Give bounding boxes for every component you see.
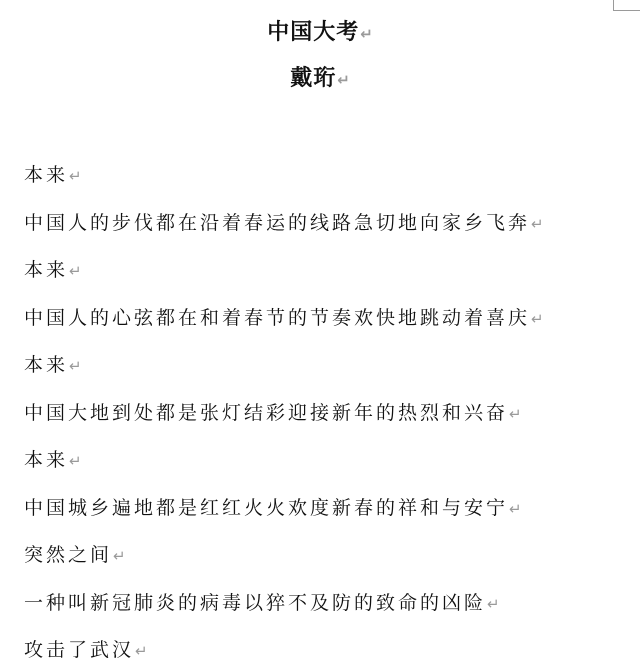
paragraph-mark-icon: ↵ (531, 310, 544, 328)
paragraph-mark-icon: ↵ (135, 642, 148, 660)
paragraph (24, 208, 544, 239)
paragraph-text: 攻击了武汉 (24, 639, 135, 661)
paragraph (24, 635, 148, 666)
paragraph (24, 350, 82, 381)
paragraph (24, 398, 522, 429)
paragraph-mark-icon: ↵ (509, 500, 522, 518)
paragraph-text: 本来 (24, 354, 69, 376)
paragraph-text: 一种叫新冠肺炎的病毒以猝不及防的致命的凶险 (24, 592, 487, 614)
paragraph (24, 303, 544, 334)
paragraph-mark-icon: ↵ (509, 405, 522, 423)
title-text: 中国大考 (267, 20, 360, 45)
document-title (0, 18, 640, 49)
paragraph (24, 493, 522, 524)
paragraph-text: 中国大地到处都是张灯结彩迎接新年的热烈和兴奋 (24, 402, 509, 424)
author-text: 戴珩 (290, 66, 337, 91)
paragraph-mark-icon: ↵ (487, 595, 500, 613)
paragraph-text: 本来 (24, 449, 69, 471)
paragraph-mark-icon: ↵ (337, 71, 350, 89)
paragraph-mark-icon: ↵ (531, 215, 544, 233)
paragraph (24, 540, 126, 571)
paragraph-text: 突然之间 (24, 544, 113, 566)
paragraph (24, 445, 82, 476)
document-author (0, 64, 640, 95)
paragraph-mark-icon: ↵ (360, 25, 373, 43)
paragraph-mark-icon: ↵ (69, 262, 82, 280)
paragraph-mark-icon: ↵ (69, 357, 82, 375)
paragraph-mark-icon: ↵ (69, 452, 82, 470)
page-corner-marker (613, 0, 640, 11)
paragraph-text: 中国城乡遍地都是红红火火欢度新春的祥和与安宁 (24, 497, 509, 519)
paragraph-text: 中国人的步伐都在沿着春运的线路急切地向家乡飞奔 (24, 212, 531, 234)
paragraph-text: 本来 (24, 164, 69, 186)
paragraph-mark-icon: ↵ (113, 547, 126, 565)
paragraph-mark-icon: ↵ (69, 167, 82, 185)
paragraph-text: 中国人的心弦都在和着春节的节奏欢快地跳动着喜庆 (24, 307, 531, 329)
paragraph-text: 本来 (24, 259, 69, 281)
paragraph (24, 588, 500, 619)
paragraph (24, 160, 82, 191)
paragraph (24, 255, 82, 286)
